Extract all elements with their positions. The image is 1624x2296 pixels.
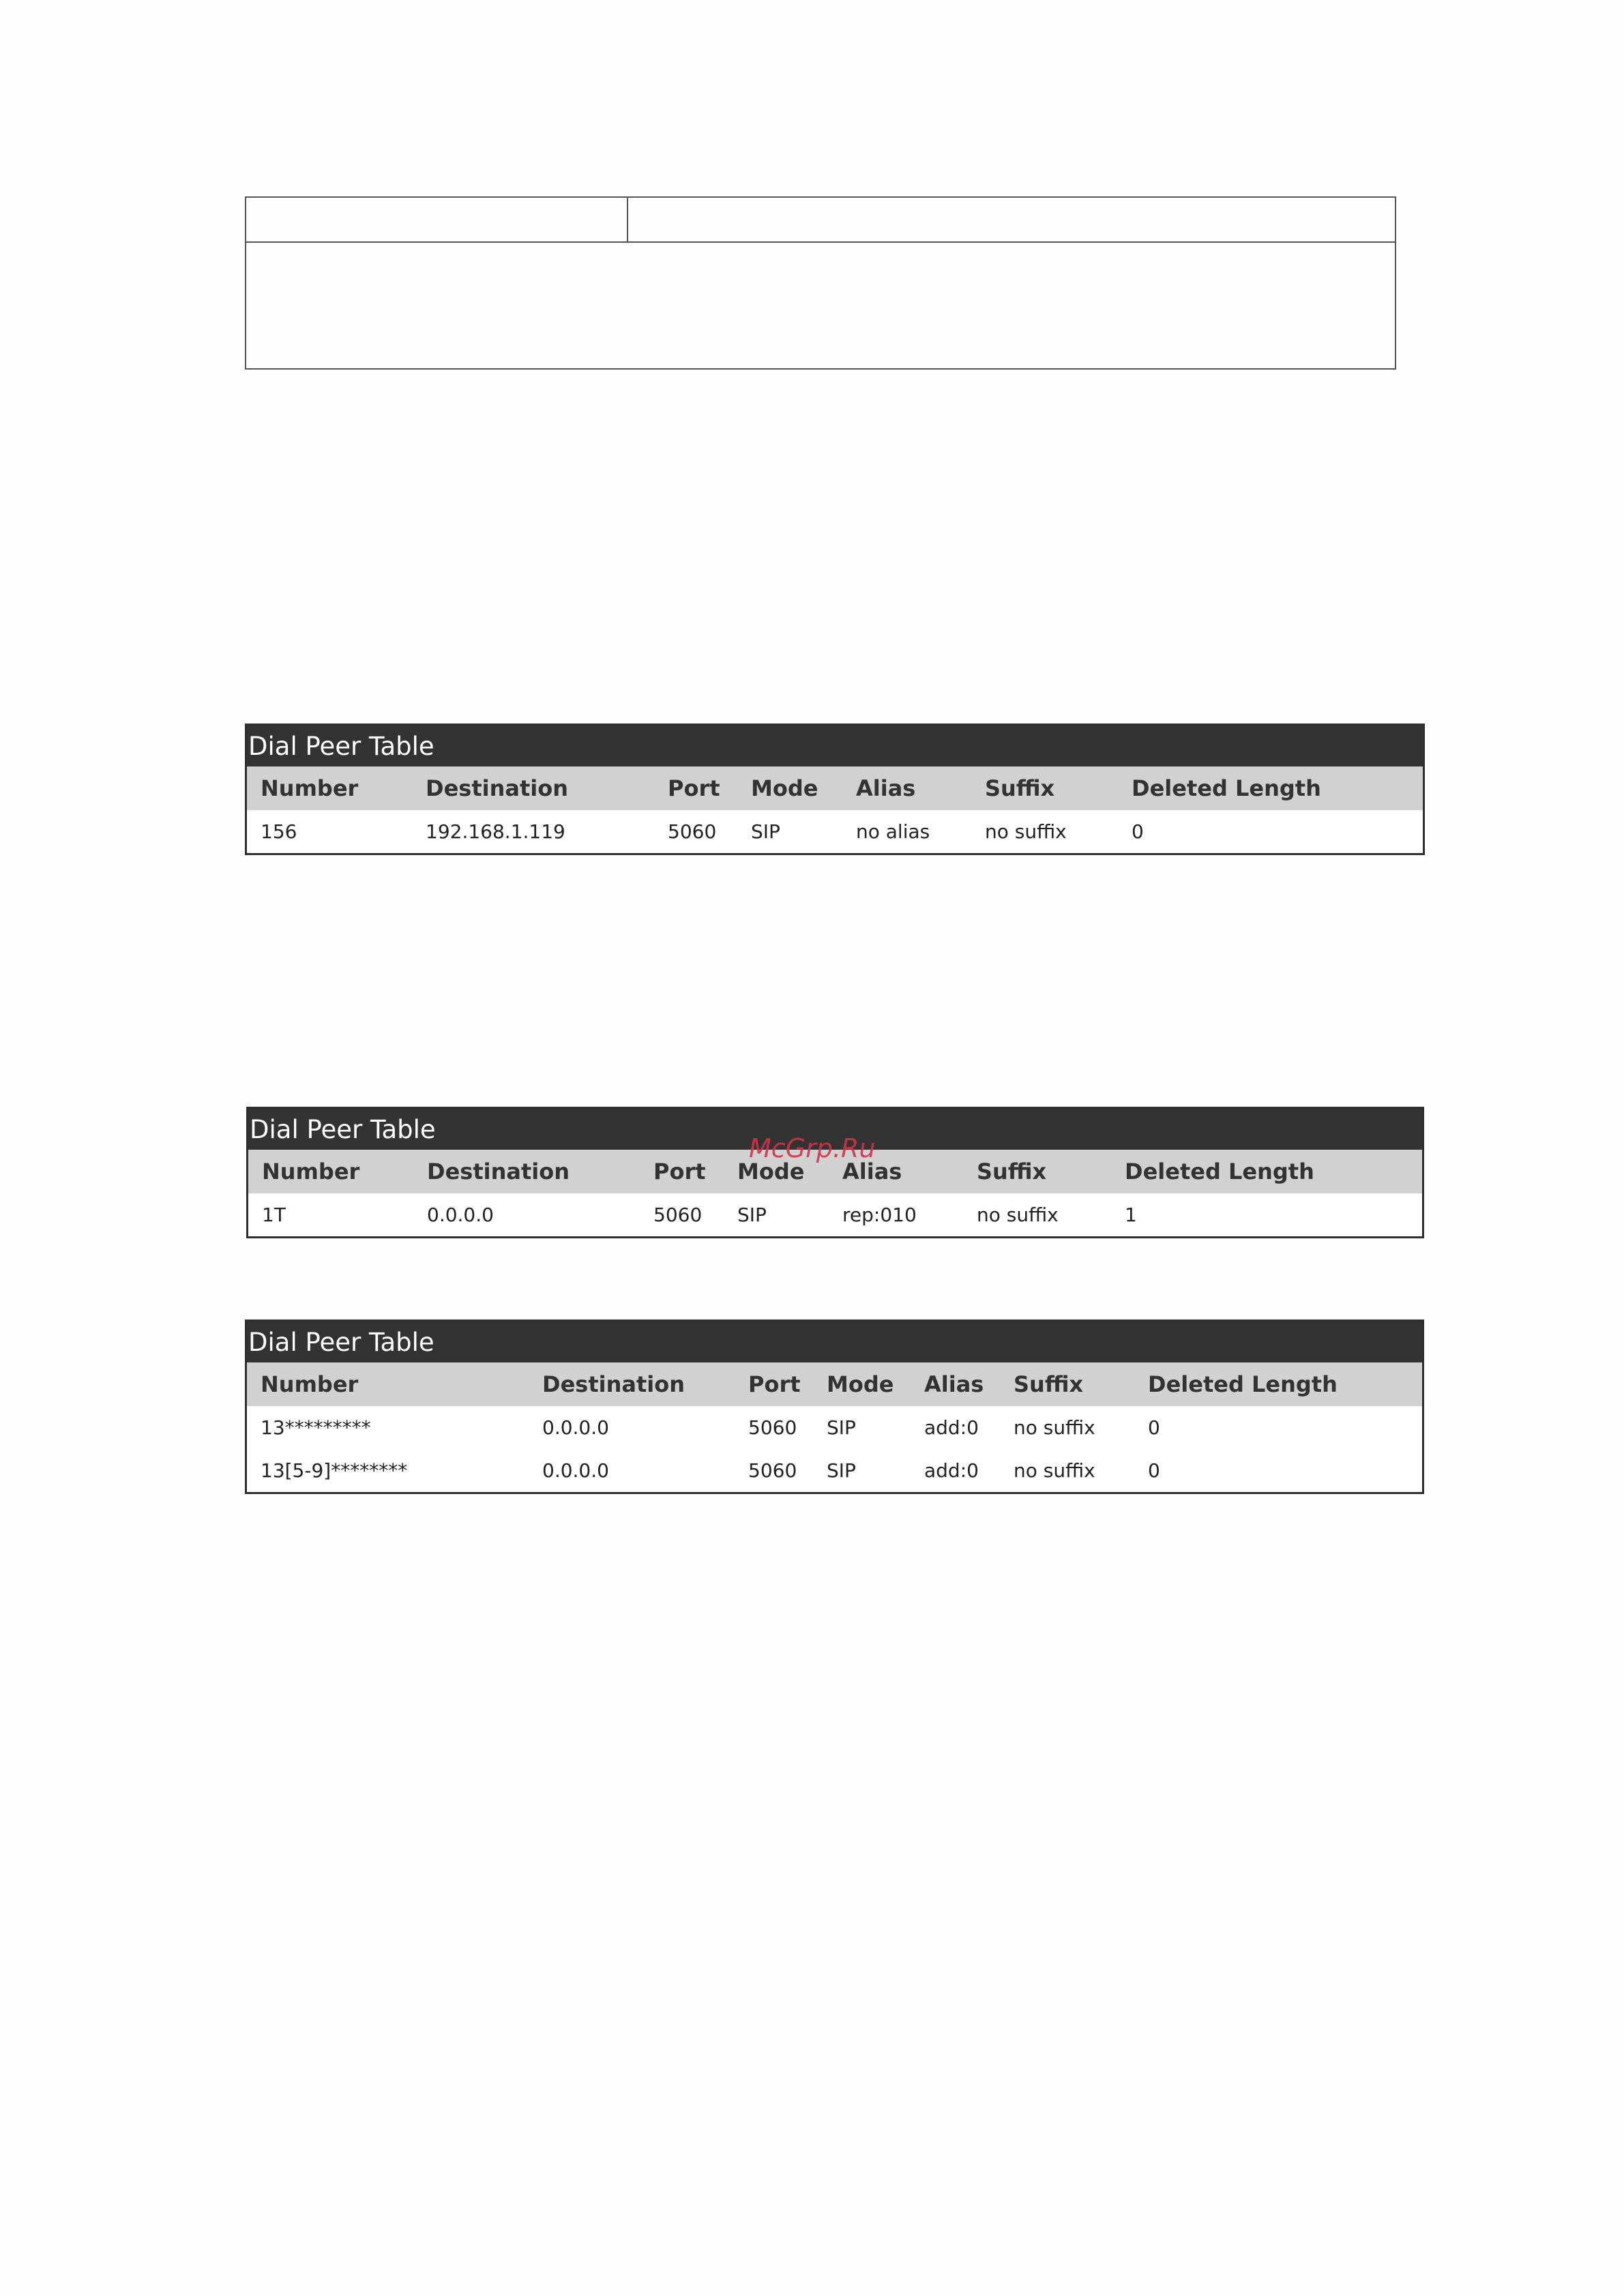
cell-suffix: no suffix (1014, 1416, 1095, 1439)
cell-number: 1T (262, 1204, 286, 1226)
header-deleted-length: Deleted Length (1132, 775, 1321, 801)
cell-number: 13[5-9]******** (261, 1459, 408, 1482)
cell-port: 5060 (748, 1416, 797, 1439)
dial-peer-table-3 (245, 1320, 1424, 1494)
cell-alias: add:0 (924, 1459, 979, 1482)
cell-port: 5060 (653, 1204, 703, 1226)
empty-table-divider (627, 198, 628, 241)
cell-mode: SIP (827, 1416, 856, 1439)
cell-deleted-length: 0 (1148, 1459, 1160, 1482)
table-header-row (247, 1362, 1422, 1406)
cell-destination: 0.0.0.0 (427, 1204, 494, 1226)
header-destination: Destination (542, 1371, 685, 1397)
cell-port: 5060 (668, 820, 717, 843)
cell-alias: add:0 (924, 1416, 979, 1439)
header-deleted-length: Deleted Length (1125, 1159, 1314, 1184)
header-number: Number (261, 1371, 359, 1397)
cell-destination: 192.168.1.119 (426, 820, 565, 843)
cell-suffix: no suffix (977, 1204, 1059, 1226)
header-alias: Alias (842, 1159, 902, 1184)
header-destination: Destination (426, 775, 568, 801)
dial-peer-table-2 (246, 1107, 1424, 1238)
table-title: Dial Peer Table (247, 726, 1423, 766)
cell-mode: SIP (737, 1204, 767, 1226)
cell-deleted-length: 0 (1132, 820, 1144, 843)
cell-alias: no alias (856, 820, 930, 843)
table-row (247, 1406, 1422, 1449)
header-port: Port (653, 1159, 706, 1184)
header-port: Port (748, 1371, 801, 1397)
cell-alias: rep:010 (842, 1204, 917, 1226)
cell-mode: SIP (751, 820, 780, 843)
cell-deleted-length: 0 (1148, 1416, 1160, 1439)
header-deleted-length: Deleted Length (1148, 1371, 1338, 1397)
header-destination: Destination (427, 1159, 570, 1184)
empty-table-header-row (246, 198, 1395, 243)
header-alias: Alias (924, 1371, 984, 1397)
header-mode: Mode (827, 1371, 894, 1397)
empty-table (245, 196, 1396, 370)
dial-peer-table-1 (245, 724, 1425, 855)
cell-destination: 0.0.0.0 (542, 1459, 609, 1482)
header-number: Number (262, 1159, 360, 1184)
table-header-row (247, 766, 1423, 810)
header-suffix: Suffix (985, 775, 1055, 801)
cell-destination: 0.0.0.0 (542, 1416, 609, 1439)
header-port: Port (668, 775, 720, 801)
header-suffix: Suffix (977, 1159, 1047, 1184)
table-row (248, 1193, 1422, 1236)
cell-deleted-length: 1 (1125, 1204, 1137, 1226)
cell-suffix: no suffix (985, 820, 1067, 843)
table-title: Dial Peer Table (248, 1109, 1422, 1150)
cell-number: 13********* (261, 1416, 371, 1439)
header-number: Number (261, 775, 359, 801)
header-mode: Mode (737, 1159, 805, 1184)
table-row (247, 810, 1423, 853)
cell-suffix: no suffix (1014, 1459, 1095, 1482)
table-row (247, 1449, 1422, 1492)
header-alias: Alias (856, 775, 916, 801)
cell-mode: SIP (827, 1459, 856, 1482)
header-suffix: Suffix (1014, 1371, 1084, 1397)
header-mode: Mode (751, 775, 818, 801)
cell-port: 5060 (748, 1459, 797, 1482)
watermark-text: McGrp.Ru (749, 1133, 876, 1163)
cell-number: 156 (261, 820, 297, 843)
table-title: Dial Peer Table (247, 1322, 1422, 1362)
